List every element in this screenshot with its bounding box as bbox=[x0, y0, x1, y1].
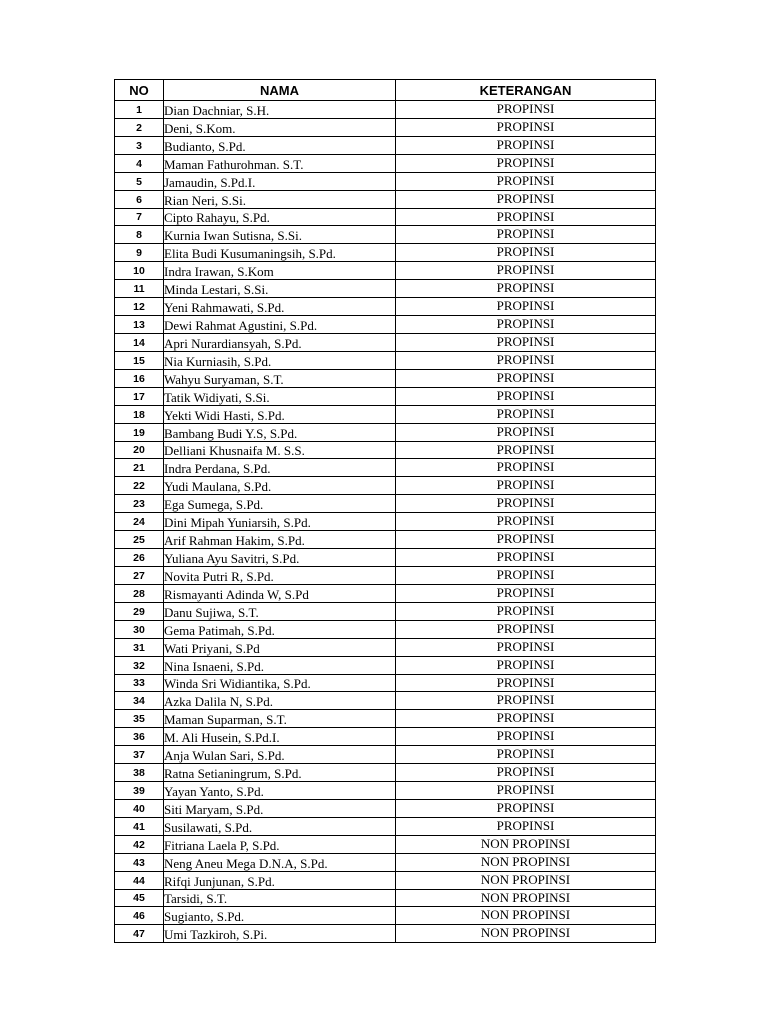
row-number: 9 bbox=[115, 244, 164, 262]
row-keterangan: PROPINSI bbox=[396, 244, 656, 262]
row-keterangan: PROPINSI bbox=[396, 566, 656, 584]
row-number: 21 bbox=[115, 459, 164, 477]
table-row bbox=[115, 118, 656, 136]
row-keterangan: NON PROPINSI bbox=[396, 907, 656, 925]
row-name: Susilawati, S.Pd. bbox=[164, 817, 396, 835]
table-row bbox=[115, 190, 656, 208]
row-keterangan: PROPINSI bbox=[396, 656, 656, 674]
row-number: 41 bbox=[115, 817, 164, 835]
row-number: 1 bbox=[115, 101, 164, 119]
table-row bbox=[115, 477, 656, 495]
row-keterangan: PROPINSI bbox=[396, 746, 656, 764]
row-name: Kurnia Iwan Sutisna, S.Si. bbox=[164, 226, 396, 244]
row-name: Danu Sujiwa, S.T. bbox=[164, 602, 396, 620]
row-number: 43 bbox=[115, 853, 164, 871]
row-number: 3 bbox=[115, 136, 164, 154]
table-row bbox=[115, 638, 656, 656]
table-row bbox=[115, 764, 656, 782]
row-name: Yekti Widi Hasti, S.Pd. bbox=[164, 405, 396, 423]
header-nama: NAMA bbox=[164, 80, 396, 101]
table-row bbox=[115, 853, 656, 871]
row-keterangan: PROPINSI bbox=[396, 226, 656, 244]
row-number: 26 bbox=[115, 549, 164, 567]
row-name: Winda Sri Widiantika, S.Pd. bbox=[164, 674, 396, 692]
row-name: Maman Fathurohman. S.T. bbox=[164, 154, 396, 172]
row-name: Indra Irawan, S.Kom bbox=[164, 262, 396, 280]
table-row bbox=[115, 817, 656, 835]
row-name: Dini Mipah Yuniarsih, S.Pd. bbox=[164, 513, 396, 531]
row-number: 4 bbox=[115, 154, 164, 172]
row-name: Rifqi Junjunan, S.Pd. bbox=[164, 871, 396, 889]
row-keterangan: PROPINSI bbox=[396, 531, 656, 549]
row-number: 12 bbox=[115, 298, 164, 316]
row-keterangan: PROPINSI bbox=[396, 387, 656, 405]
table-row bbox=[115, 226, 656, 244]
row-name: Cipto Rahayu, S.Pd. bbox=[164, 208, 396, 226]
table-row bbox=[115, 369, 656, 387]
row-name: Elita Budi Kusumaningsih, S.Pd. bbox=[164, 244, 396, 262]
row-keterangan: PROPINSI bbox=[396, 602, 656, 620]
row-name: Dewi Rahmat Agustini, S.Pd. bbox=[164, 316, 396, 334]
table-row bbox=[115, 692, 656, 710]
row-name: Fitriana Laela P, S.Pd. bbox=[164, 835, 396, 853]
table-row bbox=[115, 584, 656, 602]
row-keterangan: PROPINSI bbox=[396, 728, 656, 746]
row-keterangan: PROPINSI bbox=[396, 799, 656, 817]
row-keterangan: PROPINSI bbox=[396, 118, 656, 136]
row-keterangan: PROPINSI bbox=[396, 495, 656, 513]
table-row bbox=[115, 154, 656, 172]
row-number: 27 bbox=[115, 566, 164, 584]
row-number: 46 bbox=[115, 907, 164, 925]
row-name: Ega Sumega, S.Pd. bbox=[164, 495, 396, 513]
table-row bbox=[115, 799, 656, 817]
row-keterangan: PROPINSI bbox=[396, 477, 656, 495]
row-keterangan: PROPINSI bbox=[396, 280, 656, 298]
row-name: Tatik Widiyati, S.Si. bbox=[164, 387, 396, 405]
row-number: 30 bbox=[115, 620, 164, 638]
header-no: NO bbox=[115, 80, 164, 101]
table-row bbox=[115, 316, 656, 334]
row-name: Neng Aneu Mega D.N.A, S.Pd. bbox=[164, 853, 396, 871]
row-keterangan: PROPINSI bbox=[396, 262, 656, 280]
row-keterangan: PROPINSI bbox=[396, 405, 656, 423]
row-number: 29 bbox=[115, 602, 164, 620]
table-row bbox=[115, 351, 656, 369]
row-keterangan: PROPINSI bbox=[396, 136, 656, 154]
row-keterangan: NON PROPINSI bbox=[396, 871, 656, 889]
table-row bbox=[115, 782, 656, 800]
table-body bbox=[115, 101, 656, 943]
table-row bbox=[115, 423, 656, 441]
row-number: 38 bbox=[115, 764, 164, 782]
row-keterangan: PROPINSI bbox=[396, 513, 656, 531]
row-name: Dian Dachniar, S.H. bbox=[164, 101, 396, 119]
row-name: Yeni Rahmawati, S.Pd. bbox=[164, 298, 396, 316]
row-keterangan: NON PROPINSI bbox=[396, 835, 656, 853]
row-number: 13 bbox=[115, 316, 164, 334]
row-number: 37 bbox=[115, 746, 164, 764]
row-keterangan: PROPINSI bbox=[396, 638, 656, 656]
table-row bbox=[115, 387, 656, 405]
table-row bbox=[115, 405, 656, 423]
row-keterangan: PROPINSI bbox=[396, 441, 656, 459]
row-name: Gema Patimah, S.Pd. bbox=[164, 620, 396, 638]
row-name: Siti Maryam, S.Pd. bbox=[164, 799, 396, 817]
row-keterangan: PROPINSI bbox=[396, 782, 656, 800]
row-keterangan: NON PROPINSI bbox=[396, 889, 656, 907]
row-number: 11 bbox=[115, 280, 164, 298]
table-row bbox=[115, 656, 656, 674]
row-keterangan: PROPINSI bbox=[396, 764, 656, 782]
table-row bbox=[115, 441, 656, 459]
row-name: Nia Kurniasih, S.Pd. bbox=[164, 351, 396, 369]
table-row bbox=[115, 889, 656, 907]
row-keterangan: PROPINSI bbox=[396, 674, 656, 692]
row-name: Bambang Budi Y.S, S.Pd. bbox=[164, 423, 396, 441]
row-number: 2 bbox=[115, 118, 164, 136]
row-keterangan: PROPINSI bbox=[396, 549, 656, 567]
row-name: Yayan Yanto, S.Pd. bbox=[164, 782, 396, 800]
row-number: 16 bbox=[115, 369, 164, 387]
table-row bbox=[115, 101, 656, 119]
row-keterangan: PROPINSI bbox=[396, 817, 656, 835]
header-keterangan: KETERANGAN bbox=[396, 80, 656, 101]
row-name: Wahyu Suryaman, S.T. bbox=[164, 369, 396, 387]
row-number: 15 bbox=[115, 351, 164, 369]
table-row bbox=[115, 280, 656, 298]
table-row bbox=[115, 907, 656, 925]
row-number: 10 bbox=[115, 262, 164, 280]
row-number: 35 bbox=[115, 710, 164, 728]
row-keterangan: NON PROPINSI bbox=[396, 853, 656, 871]
row-name: M. Ali Husein, S.Pd.I. bbox=[164, 728, 396, 746]
table-row bbox=[115, 333, 656, 351]
row-number: 39 bbox=[115, 782, 164, 800]
row-number: 8 bbox=[115, 226, 164, 244]
row-keterangan: PROPINSI bbox=[396, 154, 656, 172]
table-row bbox=[115, 136, 656, 154]
row-name: Rian Neri, S.Si. bbox=[164, 190, 396, 208]
table-row bbox=[115, 531, 656, 549]
row-number: 18 bbox=[115, 405, 164, 423]
row-number: 34 bbox=[115, 692, 164, 710]
row-number: 24 bbox=[115, 513, 164, 531]
row-name: Novita Putri R, S.Pd. bbox=[164, 566, 396, 584]
table-row bbox=[115, 244, 656, 262]
row-name: Tarsidi, S.T. bbox=[164, 889, 396, 907]
row-number: 6 bbox=[115, 190, 164, 208]
row-keterangan: NON PROPINSI bbox=[396, 925, 656, 943]
row-keterangan: PROPINSI bbox=[396, 692, 656, 710]
table-row bbox=[115, 746, 656, 764]
row-number: 32 bbox=[115, 656, 164, 674]
table-row bbox=[115, 566, 656, 584]
row-number: 25 bbox=[115, 531, 164, 549]
row-keterangan: PROPINSI bbox=[396, 333, 656, 351]
row-keterangan: PROPINSI bbox=[396, 710, 656, 728]
table-row bbox=[115, 620, 656, 638]
row-name: Ratna Setianingrum, S.Pd. bbox=[164, 764, 396, 782]
row-keterangan: PROPINSI bbox=[396, 190, 656, 208]
row-number: 42 bbox=[115, 835, 164, 853]
row-number: 33 bbox=[115, 674, 164, 692]
row-keterangan: PROPINSI bbox=[396, 620, 656, 638]
table-row bbox=[115, 459, 656, 477]
table-row bbox=[115, 172, 656, 190]
table-row bbox=[115, 710, 656, 728]
row-number: 40 bbox=[115, 799, 164, 817]
row-keterangan: PROPINSI bbox=[396, 172, 656, 190]
row-name: Wati Priyani, S.Pd bbox=[164, 638, 396, 656]
row-number: 31 bbox=[115, 638, 164, 656]
row-name: Sugianto, S.Pd. bbox=[164, 907, 396, 925]
row-name: Yuliana Ayu Savitri, S.Pd. bbox=[164, 549, 396, 567]
row-number: 7 bbox=[115, 208, 164, 226]
row-number: 5 bbox=[115, 172, 164, 190]
row-keterangan: PROPINSI bbox=[396, 208, 656, 226]
row-name: Anja Wulan Sari, S.Pd. bbox=[164, 746, 396, 764]
table-row bbox=[115, 602, 656, 620]
row-name: Azka Dalila N, S.Pd. bbox=[164, 692, 396, 710]
table-row bbox=[115, 495, 656, 513]
row-number: 14 bbox=[115, 333, 164, 351]
row-keterangan: PROPINSI bbox=[396, 369, 656, 387]
table-row bbox=[115, 835, 656, 853]
row-keterangan: PROPINSI bbox=[396, 423, 656, 441]
row-keterangan: PROPINSI bbox=[396, 298, 656, 316]
row-name: Rismayanti Adinda W, S.Pd bbox=[164, 584, 396, 602]
table-row bbox=[115, 549, 656, 567]
table-header-row bbox=[115, 80, 656, 101]
row-name: Delliani Khusnaifa M. S.S. bbox=[164, 441, 396, 459]
row-keterangan: PROPINSI bbox=[396, 459, 656, 477]
table-row bbox=[115, 925, 656, 943]
row-keterangan: PROPINSI bbox=[396, 101, 656, 119]
row-name: Indra Perdana, S.Pd. bbox=[164, 459, 396, 477]
table-row bbox=[115, 208, 656, 226]
row-keterangan: PROPINSI bbox=[396, 316, 656, 334]
row-number: 17 bbox=[115, 387, 164, 405]
row-number: 44 bbox=[115, 871, 164, 889]
row-name: Jamaudin, S.Pd.I. bbox=[164, 172, 396, 190]
row-number: 22 bbox=[115, 477, 164, 495]
row-name: Arif Rahman Hakim, S.Pd. bbox=[164, 531, 396, 549]
roster-table bbox=[114, 79, 656, 943]
row-number: 36 bbox=[115, 728, 164, 746]
row-name: Yudi Maulana, S.Pd. bbox=[164, 477, 396, 495]
row-number: 19 bbox=[115, 423, 164, 441]
row-name: Umi Tazkiroh, S.Pi. bbox=[164, 925, 396, 943]
row-number: 23 bbox=[115, 495, 164, 513]
row-name: Maman Suparman, S.T. bbox=[164, 710, 396, 728]
row-number: 20 bbox=[115, 441, 164, 459]
table-row bbox=[115, 298, 656, 316]
row-name: Nina Isnaeni, S.Pd. bbox=[164, 656, 396, 674]
row-number: 28 bbox=[115, 584, 164, 602]
row-name: Deni, S.Kom. bbox=[164, 118, 396, 136]
row-number: 47 bbox=[115, 925, 164, 943]
table-row bbox=[115, 674, 656, 692]
table-row bbox=[115, 513, 656, 531]
row-name: Minda Lestari, S.Si. bbox=[164, 280, 396, 298]
table-row bbox=[115, 728, 656, 746]
table-row bbox=[115, 871, 656, 889]
table-row bbox=[115, 262, 656, 280]
row-name: Apri Nurardiansyah, S.Pd. bbox=[164, 333, 396, 351]
row-number: 45 bbox=[115, 889, 164, 907]
row-keterangan: PROPINSI bbox=[396, 351, 656, 369]
row-name: Budianto, S.Pd. bbox=[164, 136, 396, 154]
row-keterangan: PROPINSI bbox=[396, 584, 656, 602]
